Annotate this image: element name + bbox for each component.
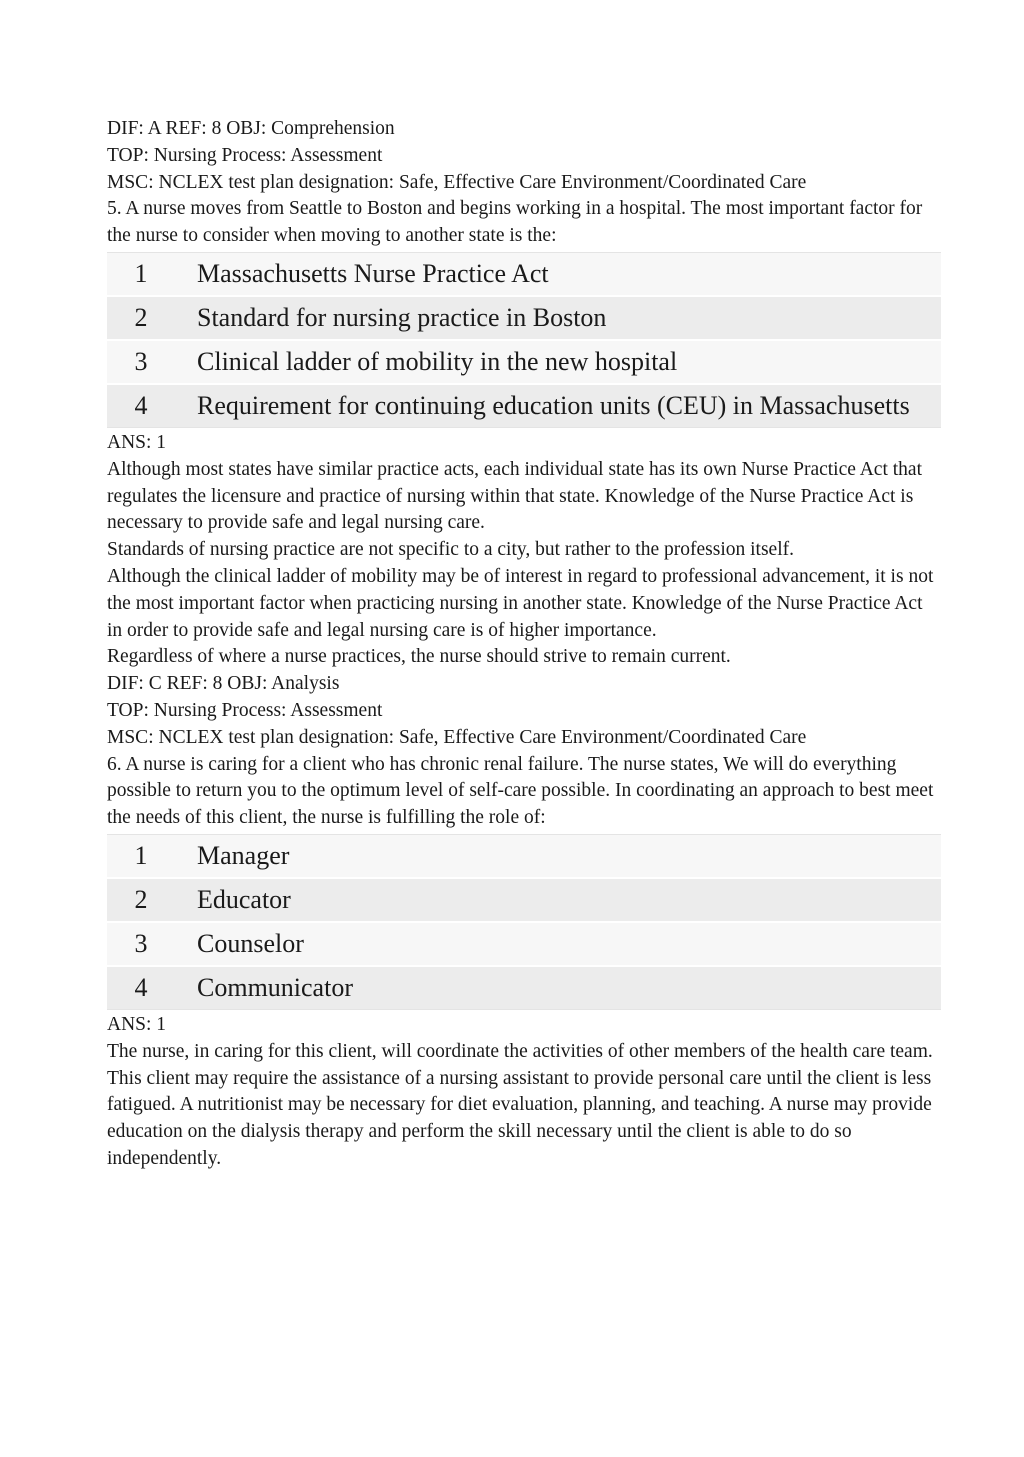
q6-options-table bbox=[107, 834, 941, 1010]
q5-topic-line: TOP: Nursing Process: Assessment bbox=[107, 699, 383, 721]
q5-rationale-paragraph: Standards of nursing practice are not specific to a city, but rather to the profession itself. bbox=[107, 539, 794, 561]
q6-rationale-paragraph: The nurse, in caring for this client, will coordinate the activities of other members of the health care team. This client may require the assistance of a nursing assistant to provide personal care until the client is less fatigued. A nutritionist may be necessary for diet evaluation, planning, and teaching. A nurse may provide education on the dialysis therapy and perform the skill necessary until the client is able to do so independently. bbox=[107, 1040, 933, 1169]
q5-option-text: Requirement for continuing education units (CEU) in Massachusetts bbox=[171, 384, 941, 428]
q6-stem: 6. A nurse is caring for a client who has chronic renal failure. The nurse states, We will do everything possible to return you to the optimum level of self-care possible. In coordinating an approach to best meet the needs of this client, the nurse is fulfilling the role of: bbox=[107, 753, 934, 829]
q5-msc-line: MSC: NCLEX test plan designation: Safe, Effective Care Environment/Coordinated Care bbox=[107, 726, 807, 748]
q4-topic-line: TOP: Nursing Process: Assessment bbox=[107, 144, 383, 166]
q6-option-number: 1 bbox=[107, 834, 171, 878]
q6-option-row bbox=[107, 922, 941, 966]
q6-option-number: 3 bbox=[107, 922, 171, 966]
q5-difficulty-line: DIF: C REF: 8 OBJ: Analysis bbox=[107, 673, 340, 695]
q6-option-text: Manager bbox=[171, 834, 941, 878]
q6-option-text: Communicator bbox=[171, 966, 941, 1010]
q5-option-number: 1 bbox=[107, 252, 171, 296]
q6-option-row bbox=[107, 834, 941, 878]
q5-option-row bbox=[107, 384, 941, 428]
q5-option-number: 4 bbox=[107, 384, 171, 428]
q5-option-text: Massachusetts Nurse Practice Act bbox=[171, 252, 941, 296]
q5-rationale-paragraph: Regardless of where a nurse practices, the nurse should strive to remain current. bbox=[107, 646, 731, 668]
q6-answer: ANS: 1 bbox=[107, 1013, 167, 1035]
q5-option-number: 2 bbox=[107, 296, 171, 340]
q4-difficulty-line: DIF: A REF: 8 OBJ: Comprehension bbox=[107, 118, 395, 139]
q5-option-row bbox=[107, 296, 941, 340]
q5-option-row bbox=[107, 252, 941, 296]
q6-option-number: 2 bbox=[107, 878, 171, 922]
q5-option-number: 3 bbox=[107, 340, 171, 384]
q5-option-text: Standard for nursing practice in Boston bbox=[171, 296, 941, 340]
q6-option-number: 4 bbox=[107, 966, 171, 1010]
q5-stem: 5. A nurse moves from Seattle to Boston and begins working in a hospital. The most important factor for the nurse to consider when moving to another state is the: bbox=[107, 198, 923, 247]
document-page bbox=[107, 116, 941, 1173]
q5-option-row bbox=[107, 340, 941, 384]
q5-options-table bbox=[107, 252, 941, 428]
q5-option-text: Clinical ladder of mobility in the new hospital bbox=[171, 340, 941, 384]
q5-rationale-paragraph: Although the clinical ladder of mobility may be of interest in regard to professional advancement, it is not the most important factor when practicing nursing in another state. Knowledge of the Nurse Practice Act in order to provide safe and legal nursing care is of higher importance. bbox=[107, 565, 934, 641]
q6-option-row bbox=[107, 966, 941, 1010]
q6-option-text: Educator bbox=[171, 878, 941, 922]
q5-rationale-paragraph: Although most states have similar practice acts, each individual state has its own Nurse Practice Act that regulates the licensure and practice of nursing within that state. Knowledge of the Nurse Practice Act is necessary to provide safe and legal nursing care. bbox=[107, 458, 922, 534]
q5-answer: ANS: 1 bbox=[107, 431, 167, 453]
q6-option-text: Counselor bbox=[171, 922, 941, 966]
q6-option-row bbox=[107, 878, 941, 922]
q4-msc-line: MSC: NCLEX test plan designation: Safe, Effective Care Environment/Coordinated Care bbox=[107, 171, 807, 193]
